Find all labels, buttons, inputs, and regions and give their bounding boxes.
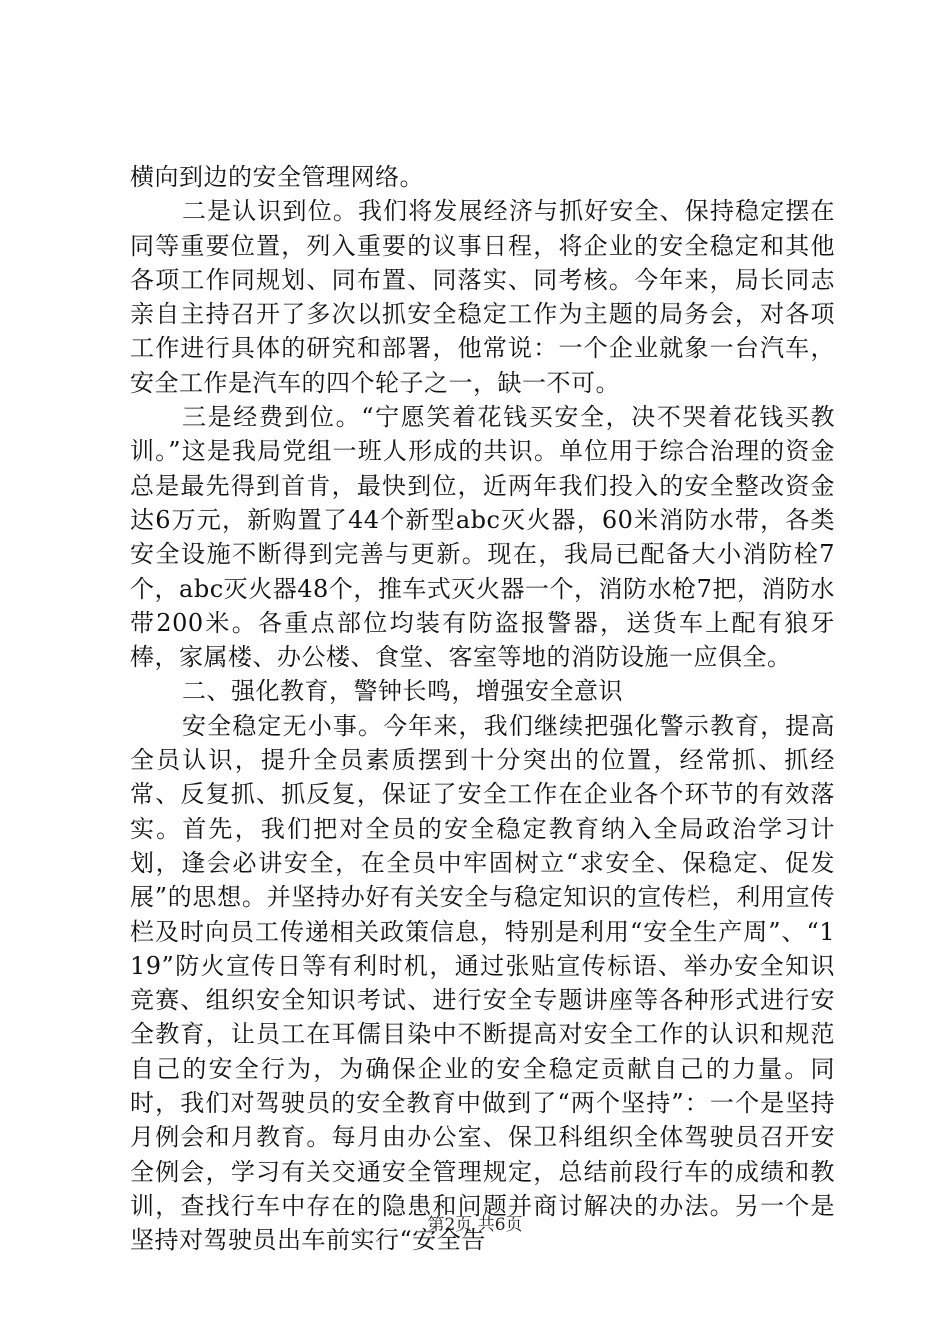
paragraph-4: 安全稳定无小事。今年来，我们继续把强化警示教育，提高全员认识，提升全员素质摆到十分突出的位置，经常抓、抓经常、反复抓、抓反复，保证了安全工作在企业各个环节的有效落实。首先，我们把对全员的安全稳定教育纳入全局政治学习计划，逢会必讲安全，在全员中牢固树立“求安全、保稳定、促发展”的思想。并坚持办好有关安全与稳定知识的宣传栏，利用宣传栏及时向员工传递相关政策信息，特别是利用“安全生产周”、“119”防火宣传日等有利时机，通过张贴宣传标语、举办安全知识竞赛、组织安全知识考试、进行安全专题讲座等各种形式进行安全教育，让员工在耳儒目染中不断提高对安全工作的认识和规范自己的安全行为，为确保企业的安全稳定贡献自己的力量。同时，我们对驾驶员的安全教育中做到了“两个坚持”：一个是坚持月例会和月教育。每月由办公室、保卫科组织全体驾驶员召开安全例会，学习有关交通安全管理规定，总结前段行车的成绩和教训，查找行车中存在的隐患和问题并商讨解决的办法。另一个是坚持对驾驶员出车前实行“安全告	[130, 711, 835, 1255]
page-footer: 第2页 共6页	[427, 1215, 523, 1235]
document-body	[130, 160, 835, 1258]
section-heading: 二、强化教育，警钟长鸣，增强安全意识	[182, 677, 623, 706]
paragraph-1: 横向到边的安全管理网络。	[130, 163, 424, 191]
paragraph-2: 二是认识到位。我们将发展经济与抓好安全、保持稳定摆在同等重要位置，列入重要的议事日程，将企业的安全稳定和其他各项工作同规划、同布置、同落实、同考核。今年来，局长同志亲自主持召开了多次以抓安全稳定工作为主题的局务会，对各项工作进行具体的研究和部署，他常说：一个企业就象一台汽车，安全工作是汽车的四个轮子之一，缺一不可。	[130, 197, 835, 397]
paragraph-3: 三是经费到位。“宁愿笑着花钱买安全，决不哭着花钱买教训。”这是我局党组一班人形成的共识。单位用于综合治理的资金总是最先得到首肯，最快到位，近两年我们投入的安全整改资金达6万元，新购置了44个新型abc灭火器，60米消防水带，各类安全设施不断得到完善与更新。现在，我局已配备大小消防栓7个，abc灭火器48个，推车式灭火器一个，消防水枪7把，消防水带200米。各重点部位均装有防盗报警器，送货车上配有狼牙棒，家属楼、办公楼、食堂、客室等地的消防设施一应俱全。	[130, 403, 835, 672]
